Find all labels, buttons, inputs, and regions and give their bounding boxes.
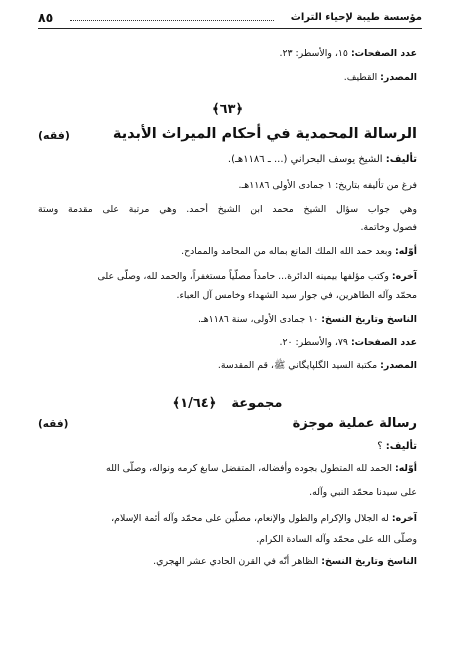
entry-64-subject-tag: (فقه) (38, 418, 69, 430)
prev-pages-line (38, 47, 417, 61)
prev-pages-value: ١٥، والأسطر: ٢٣. (279, 48, 348, 59)
header-title: مؤسسة طيبة لإحياء التراث (290, 12, 422, 23)
entry-63-first-value: وبعد حمد الله الملك المانع بماله من المحامد والممادح. (181, 246, 393, 257)
prev-source-value: القطيف. (343, 72, 378, 83)
entry-63-subject-tag: (فقه) (38, 129, 70, 142)
entry-63-author-line (38, 153, 417, 167)
entry-64-last-label: آخره: (391, 513, 417, 524)
entry-64-heading (38, 415, 417, 433)
entry-63-copyist-line (38, 313, 417, 327)
entry-64-last-value-1: له الجلال والإكرام والطول والإنعام، مصلّين على محمّد وآله أئمة الإسلام، (111, 513, 389, 524)
running-header (38, 10, 422, 29)
entry-63-number: ﴿٦٣﴾ (211, 102, 244, 117)
entry-64-title: رسالة عملية موجزة (292, 416, 417, 431)
prev-pages-label: عدد الصفحات: (350, 48, 417, 59)
entry-64-first-label: أوّله: (395, 463, 417, 474)
entry-63-incipit (38, 245, 417, 259)
entry-63-source-line (38, 359, 417, 373)
entry-63-author-label: تأليف: (385, 154, 417, 165)
entry-64-incipit-line-1 (38, 462, 417, 476)
entry-64-copyist-value: الظاهر أنّه في القرن الحادي عشر الهجري. (153, 556, 319, 567)
entry-63-explicit-line-2: محمّد وآله الطاهرين، في جوار سيد الشهداء وخامس آل العباء. (176, 290, 417, 301)
entry-63-source-value: مكتبة السيد الگلپايگاني ﷺ، قم المقدسة. (217, 360, 378, 371)
entry-64-author-line (38, 440, 417, 454)
entry-64-explicit-line-2: وصلّى الله على محمّد وآله السادة الكرام. (256, 534, 417, 545)
entry-63-desc-line-2: فصول وخاتمة. (360, 222, 417, 233)
entry-63-pages-label: عدد الصفحات: (350, 337, 417, 348)
prev-source-line (38, 71, 417, 85)
entry-64-incipit-line-2: على سيدنا محمّد النبي وآله. (309, 487, 417, 498)
entry-64-first-value-1: الحمد لله المتطول بجوده وأفضاله، المتفضل سابغ كرمه ونواله، وصلّى الله (106, 463, 393, 474)
entry-63-pages-line (38, 336, 417, 350)
entry-63-source-label: المصدر: (380, 360, 417, 371)
entry-63-desc-line-1: وهي جواب سؤال الشيخ محمد ابن الشيخ أحمد. وهي مرتبة على مقدمة وستة (38, 204, 417, 215)
prev-source-label: المصدر: (380, 72, 417, 83)
entry-63-explicit-line-1 (38, 270, 417, 284)
entry-64-copyist-label: الناسخ وتاريخ النسخ: (321, 556, 417, 567)
entry-64-author-label: تأليف: (385, 441, 417, 452)
entry-63-copyist-label: الناسخ وتاريخ النسخ: (321, 314, 417, 325)
entry-63-author-value: الشيخ يوسف البحراني (... ـ ١١٨٦هـ). (227, 154, 383, 165)
entry-64-copyist-line (38, 555, 417, 569)
entry-63-first-label: أوّله: (395, 246, 417, 257)
entry-63-last-value-1: وكتب مؤلفها بيمينه الدائرة... حامداً مصلّياً مستغفراً، والحمد لله، وصلّى على (97, 271, 389, 282)
entry-63-copyist-value: ١٠ جمادى الأولى، سنة ١١٨٦هـ. (197, 314, 319, 325)
page-number: ٨٥ (38, 10, 54, 25)
entry-63-heading (38, 124, 417, 144)
entry-63-title: الرسالة المحمدية في أحكام الميراث الأبدية (112, 126, 417, 142)
entry-64-number: ﴿١/٦٤﴾ (172, 396, 217, 411)
entry-64-explicit-line-1 (38, 512, 417, 526)
entry-63-last-label: آخره: (391, 271, 417, 282)
entry-63-finish-date: فرغ من تأليفه بتاريخ: ١ جمادى الأولى ١١٨٦هـ. (238, 180, 417, 191)
entry-63-pages-value: ٧٩، والأسطر: ٢٠. (279, 337, 348, 348)
entry-64-number-line (38, 395, 417, 413)
entry-64-author-value: ؟ (377, 441, 383, 452)
entry-64-group-label: مجموعة (231, 396, 283, 411)
header-leader-dots (70, 20, 274, 21)
